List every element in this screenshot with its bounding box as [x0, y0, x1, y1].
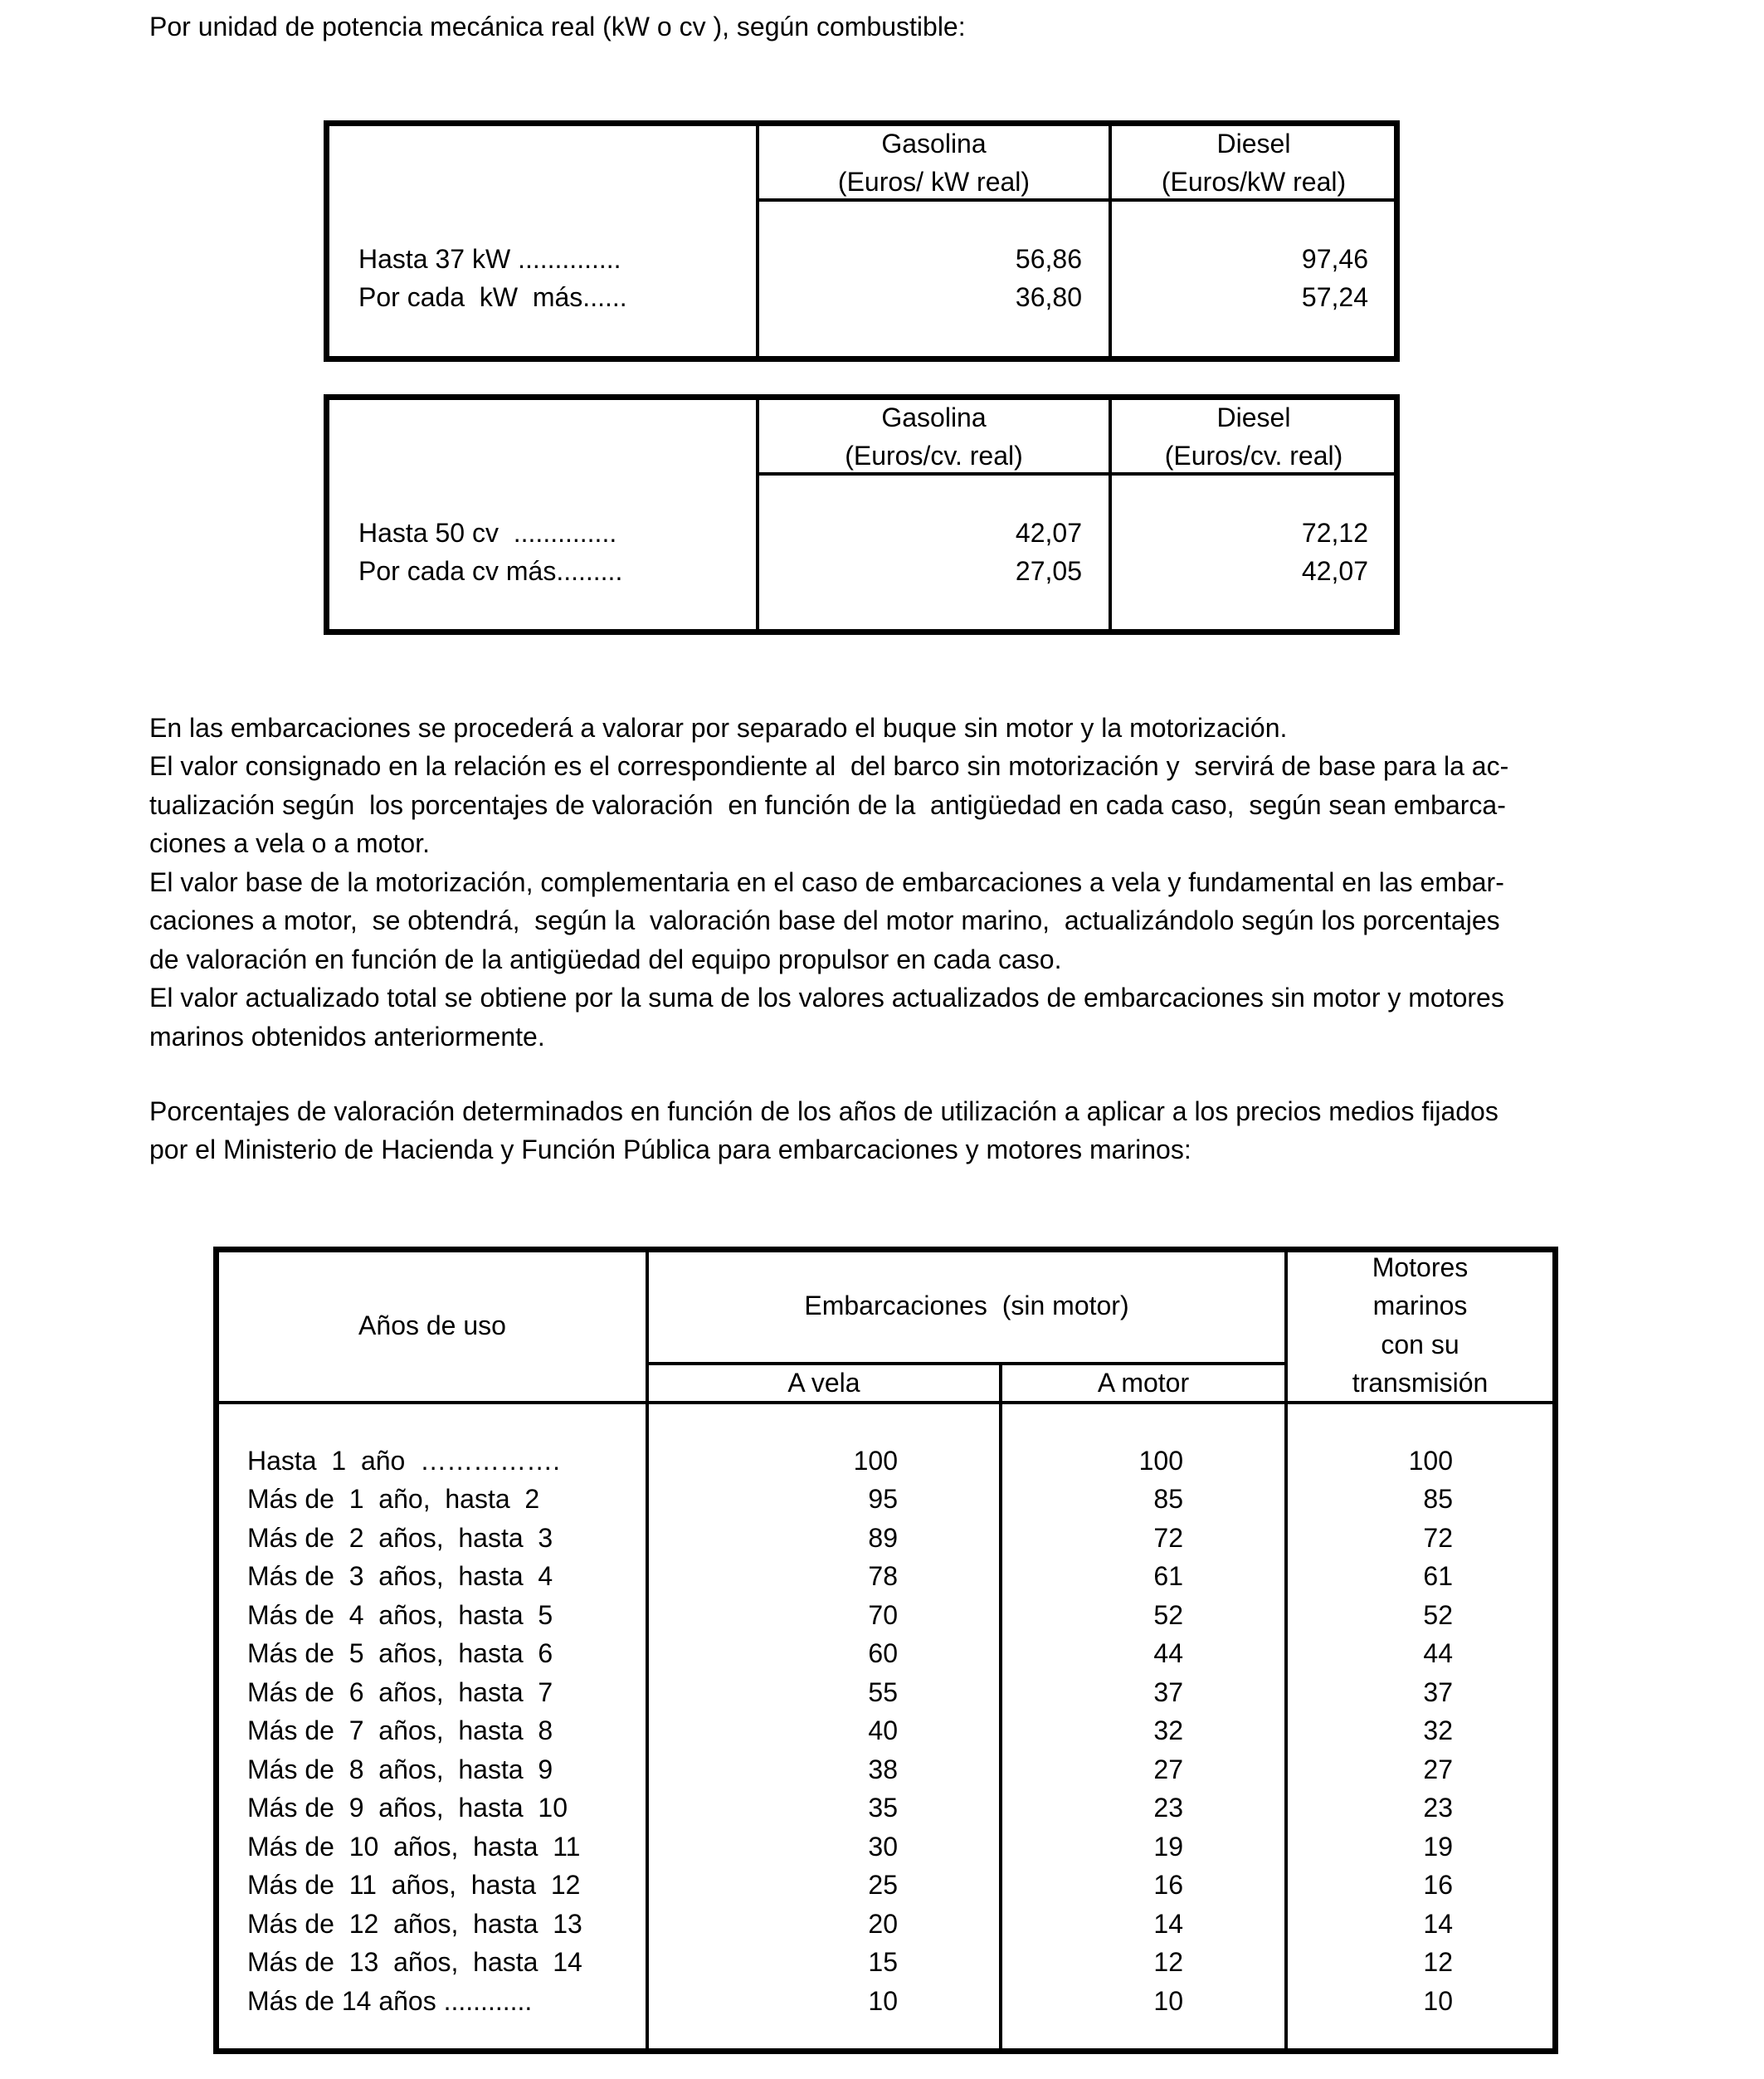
table-pct-subheader-rule: [646, 1362, 1288, 1365]
row-label: Más de 14 años ............: [247, 1986, 533, 2016]
value-motor: 10: [1153, 1986, 1183, 2016]
value-motor: 61: [1153, 1561, 1183, 1591]
value-vela: 15: [868, 1947, 898, 1977]
value-vela: 78: [868, 1561, 898, 1591]
row-label: Más de 3 años, hasta 4: [247, 1561, 553, 1591]
row-label: Más de 2 años, hasta 3: [247, 1523, 553, 1553]
intro-text: Por unidad de potencia mecánica real (kW o cv ), según combustible:: [149, 12, 966, 41]
row-label: Más de 1 año, hasta 2: [247, 1484, 540, 1514]
table-kw-header-gasolina-unit: (Euros/ kW real): [837, 167, 1031, 197]
value-motor: 32: [1153, 1715, 1183, 1745]
body-line: tualización según los porcentajes de valoración en función de la antigüedad en cada caso, según sean embarca-: [149, 790, 1506, 820]
body-line: caciones a motor, se obtendrá, según la valoración base del motor marino, actualizándolo según los porcentajes: [149, 905, 1500, 935]
row-label: Por cada kW más......: [358, 282, 627, 312]
row-label: Más de 12 años, hasta 13: [247, 1909, 582, 1939]
row-label: Más de 13 años, hasta 14: [247, 1947, 582, 1977]
row-label: Más de 4 años, hasta 5: [247, 1600, 553, 1630]
header-years: Años de uso: [358, 1310, 506, 1340]
value-motor: 85: [1153, 1484, 1183, 1514]
value-diesel: 97,46: [1301, 244, 1368, 274]
value-vela: 100: [853, 1446, 898, 1476]
header-boats: Embarcaciones (sin motor): [804, 1291, 1129, 1320]
percent-intro-line: Porcentajes de valoración determinados en función de los años de utilización a aplicar a los precios medios fijados: [149, 1096, 1498, 1126]
table-cv-header-rule: [756, 472, 1396, 476]
row-label: Por cada cv más.........: [358, 556, 623, 586]
table-cv-header-diesel-unit: (Euros/cv. real): [1164, 441, 1343, 471]
value-motores: 23: [1423, 1793, 1453, 1823]
value-diesel: 72,12: [1301, 518, 1368, 548]
value-motor: 14: [1153, 1909, 1183, 1939]
row-label: Hasta 37 kW ..............: [358, 244, 621, 274]
value-motores: 19: [1423, 1832, 1453, 1862]
value-motor: 100: [1138, 1446, 1183, 1476]
value-motores: 85: [1423, 1484, 1453, 1514]
body-line: El valor consignado en la relación es el correspondiente al del barco sin motorización y servirá de base para la ac-: [149, 751, 1509, 781]
value-vela: 25: [868, 1870, 898, 1900]
value-motor: 44: [1153, 1638, 1183, 1668]
value-motores: 14: [1423, 1909, 1453, 1939]
table-pct-header-rule: [219, 1401, 1552, 1404]
value-motores: 52: [1423, 1600, 1453, 1630]
value-vela: 35: [868, 1793, 898, 1823]
row-label: Más de 7 años, hasta 8: [247, 1715, 553, 1745]
value-motor: 72: [1153, 1523, 1183, 1553]
percent-intro-line: por el Ministerio de Hacienda y Función Pública para embarcaciones y motores marinos:: [149, 1135, 1191, 1164]
row-label: Más de 5 años, hasta 6: [247, 1638, 553, 1668]
value-diesel: 42,07: [1301, 556, 1368, 586]
value-vela: 70: [868, 1600, 898, 1630]
value-gasolina: 56,86: [1015, 244, 1082, 274]
value-motores: 61: [1423, 1561, 1453, 1591]
body-line: de valoración en función de la antigüedad del equipo propulsor en cada caso.: [149, 944, 1062, 974]
value-gasolina: 42,07: [1015, 518, 1082, 548]
body-line: El valor base de la motorización, complementaria en el caso de embarcaciones a vela y fundamental en las embar-: [149, 867, 1504, 897]
row-label: Hasta 1 año …………….: [247, 1446, 561, 1476]
row-label: Más de 10 años, hasta 11: [247, 1832, 581, 1862]
value-motores: 44: [1423, 1638, 1453, 1668]
header-engines-2: marinos: [1372, 1291, 1468, 1320]
value-motores: 16: [1423, 1870, 1453, 1900]
row-label: Hasta 50 cv ..............: [358, 518, 617, 548]
table-kw-header-gasolina: Gasolina: [881, 129, 987, 159]
value-motor: 16: [1153, 1870, 1183, 1900]
body-line: marinos obtenidos anteriormente.: [149, 1022, 545, 1052]
header-sail: A vela: [787, 1368, 860, 1398]
value-motores: 100: [1408, 1446, 1453, 1476]
body-line: En las embarcaciones se procederá a valorar por separado el buque sin motor y la motorización.: [149, 713, 1288, 743]
value-motores: 32: [1423, 1715, 1453, 1745]
header-motor: A motor: [1097, 1368, 1190, 1398]
value-motor: 52: [1153, 1600, 1183, 1630]
value-gasolina: 36,80: [1015, 282, 1082, 312]
value-motores: 10: [1423, 1986, 1453, 2016]
body-line: ciones a vela o a motor.: [149, 828, 430, 858]
table-cv-header-diesel: Diesel: [1216, 403, 1291, 432]
table-kw-header-diesel: Diesel: [1216, 129, 1291, 159]
value-vela: 10: [868, 1986, 898, 2016]
value-motor: 19: [1153, 1832, 1183, 1862]
header-engines-3: con su: [1381, 1330, 1459, 1359]
value-vela: 89: [868, 1523, 898, 1553]
table-cv-header-gasolina: Gasolina: [881, 403, 987, 432]
value-vela: 95: [868, 1484, 898, 1514]
value-vela: 20: [868, 1909, 898, 1939]
value-diesel: 57,24: [1301, 282, 1368, 312]
value-vela: 40: [868, 1715, 898, 1745]
row-label: Más de 11 años, hasta 12: [247, 1870, 581, 1900]
value-motores: 27: [1423, 1754, 1453, 1784]
row-label: Más de 8 años, hasta 9: [247, 1754, 553, 1784]
value-motor: 27: [1153, 1754, 1183, 1784]
value-motor: 23: [1153, 1793, 1183, 1823]
value-motores: 12: [1423, 1947, 1453, 1977]
body-line: El valor actualizado total se obtiene por la suma de los valores actualizados de embarcaciones sin motor y motores: [149, 983, 1504, 1013]
table-kw-header-rule: [756, 198, 1396, 202]
row-label: Más de 6 años, hasta 7: [247, 1677, 553, 1707]
value-motores: 72: [1423, 1523, 1453, 1553]
value-vela: 30: [868, 1832, 898, 1862]
header-engines-4: transmisión: [1352, 1368, 1489, 1398]
value-vela: 55: [868, 1677, 898, 1707]
value-gasolina: 27,05: [1015, 556, 1082, 586]
table-cv-header-gasolina-unit: (Euros/cv. real): [845, 441, 1023, 471]
value-motores: 37: [1423, 1677, 1453, 1707]
header-engines-1: Motores: [1372, 1252, 1469, 1282]
row-label: Más de 9 años, hasta 10: [247, 1793, 568, 1823]
table-kw-header-diesel-unit: (Euros/kW real): [1161, 167, 1347, 197]
value-vela: 38: [868, 1754, 898, 1784]
value-motor: 12: [1153, 1947, 1183, 1977]
value-motor: 37: [1153, 1677, 1183, 1707]
value-vela: 60: [868, 1638, 898, 1668]
